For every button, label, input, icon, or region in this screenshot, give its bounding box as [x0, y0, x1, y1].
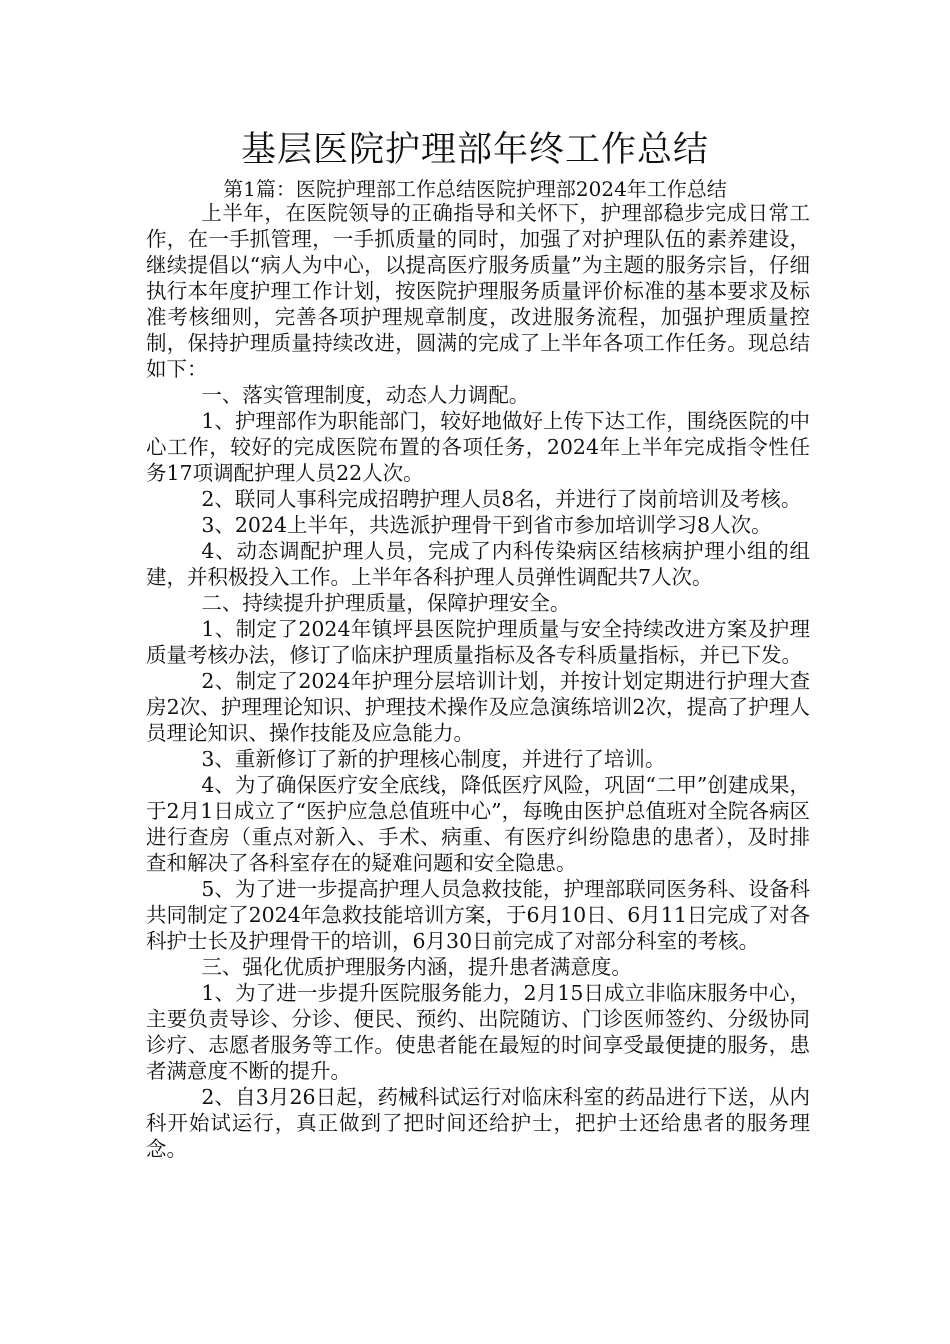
paragraph: 3、重新修订了新的护理核心制度，并进行了培训。 — [201, 747, 666, 771]
document-title: 基层医院护理部年终工作总结 — [240, 130, 709, 170]
paragraph: 2、联同人事科完成招聘护理人员8名，并进行了岗前培训及考核。 — [201, 487, 802, 511]
paragraph: 5、为了进一步提高护理人员急救技能，护理部联同医务科、设备科共同制定了2024年急救技能培训方案，于6月10日、6月11日完成了对各科护士长及护理骨干的培训，6月30日前完成了对部分科室的考核。 — [146, 877, 810, 953]
paragraph: 3、2024上半年，共选派护理骨干到省市参加培训学习8人次。 — [201, 513, 772, 537]
section-heading-1: 一、落实管理制度，动态人力调配。 — [201, 383, 530, 407]
paragraph: 1、护理部作为职能部门，较好地做好上传下达工作，围绕医院的中心工作，较好的完成医院布置的各项任务，2024年上半年完成指令性任务17项调配护理人员22人次。 — [146, 409, 810, 485]
section-heading-2: 二、持续提升护理质量，保障护理安全。 — [201, 591, 571, 615]
section-heading-3: 三、强化优质护理服务内涵，提升患者满意度。 — [201, 955, 632, 979]
document-body — [146, 200, 810, 1162]
paragraph: 2、自3月26日起，药械科试运行对临床科室的药品进行下送，从内科开始试运行，真正做到了把时间还给护士，把护士还给患者的服务理念。 — [146, 1085, 810, 1161]
paragraph: 1、制定了2024年镇坪县医院护理质量与安全持续改进方案及护理质量考核办法，修订了临床护理质量指标及各专科质量指标，并已下发。 — [146, 617, 810, 667]
intro-paragraph: 上半年，在医院领导的正确指导和关怀下，护理部稳步完成日常工作，在一手抓管理，一手抓质量的同时，加强了对护理队伍的素养建设，继续提倡以“病人为中心，以提高医疗服务质量”为主题的服务宗旨，仔细执行本年度护理工作计划，按医院护理服务质量评价标准的基本要求及标准考核细则，完善各项护理规章制度，改进服务流程，加强护理质量控制，保持护理质量持续改进，圆满的完成了上半年各项工作任务。现总结如下： — [146, 201, 810, 381]
document-subtitle: 第1篇：医院护理部工作总结医院护理部2024年工作总结 — [223, 177, 727, 201]
paragraph: 2、制定了2024年护理分层培训计划，并按计划定期进行护理大查房2次、护理理论知识、护理技术操作及应急演练培训2次，提高了护理人员理论知识、操作技能及应急能力。 — [146, 669, 810, 745]
paragraph: 4、为了确保医疗安全底线，降低医疗风险，巩固“二甲”创建成果，于2月1日成立了“医护应急总值班中心”，每晚由医护总值班对全院各病区进行查房（重点对新入、手术、病重、有医疗纠纷隐患的患者），及时排查和解决了各科室存在的疑难问题和安全隐患。 — [146, 773, 810, 875]
paragraph: 4、动态调配护理人员，完成了内科传染病区结核病护理小组的组建，并积极投入工作。上半年各科护理人员弹性调配共7人次。 — [146, 539, 810, 589]
paragraph: 1、为了进一步提升医院服务能力，2月15日成立非临床服务中心，主要负责导诊、分诊、便民、预约、出院随访、门诊医师签约、分级协同诊疗、志愿者服务等工作。使患者能在最短的时间享受最便捷的服务，患者满意度不断的提升。 — [146, 981, 810, 1083]
